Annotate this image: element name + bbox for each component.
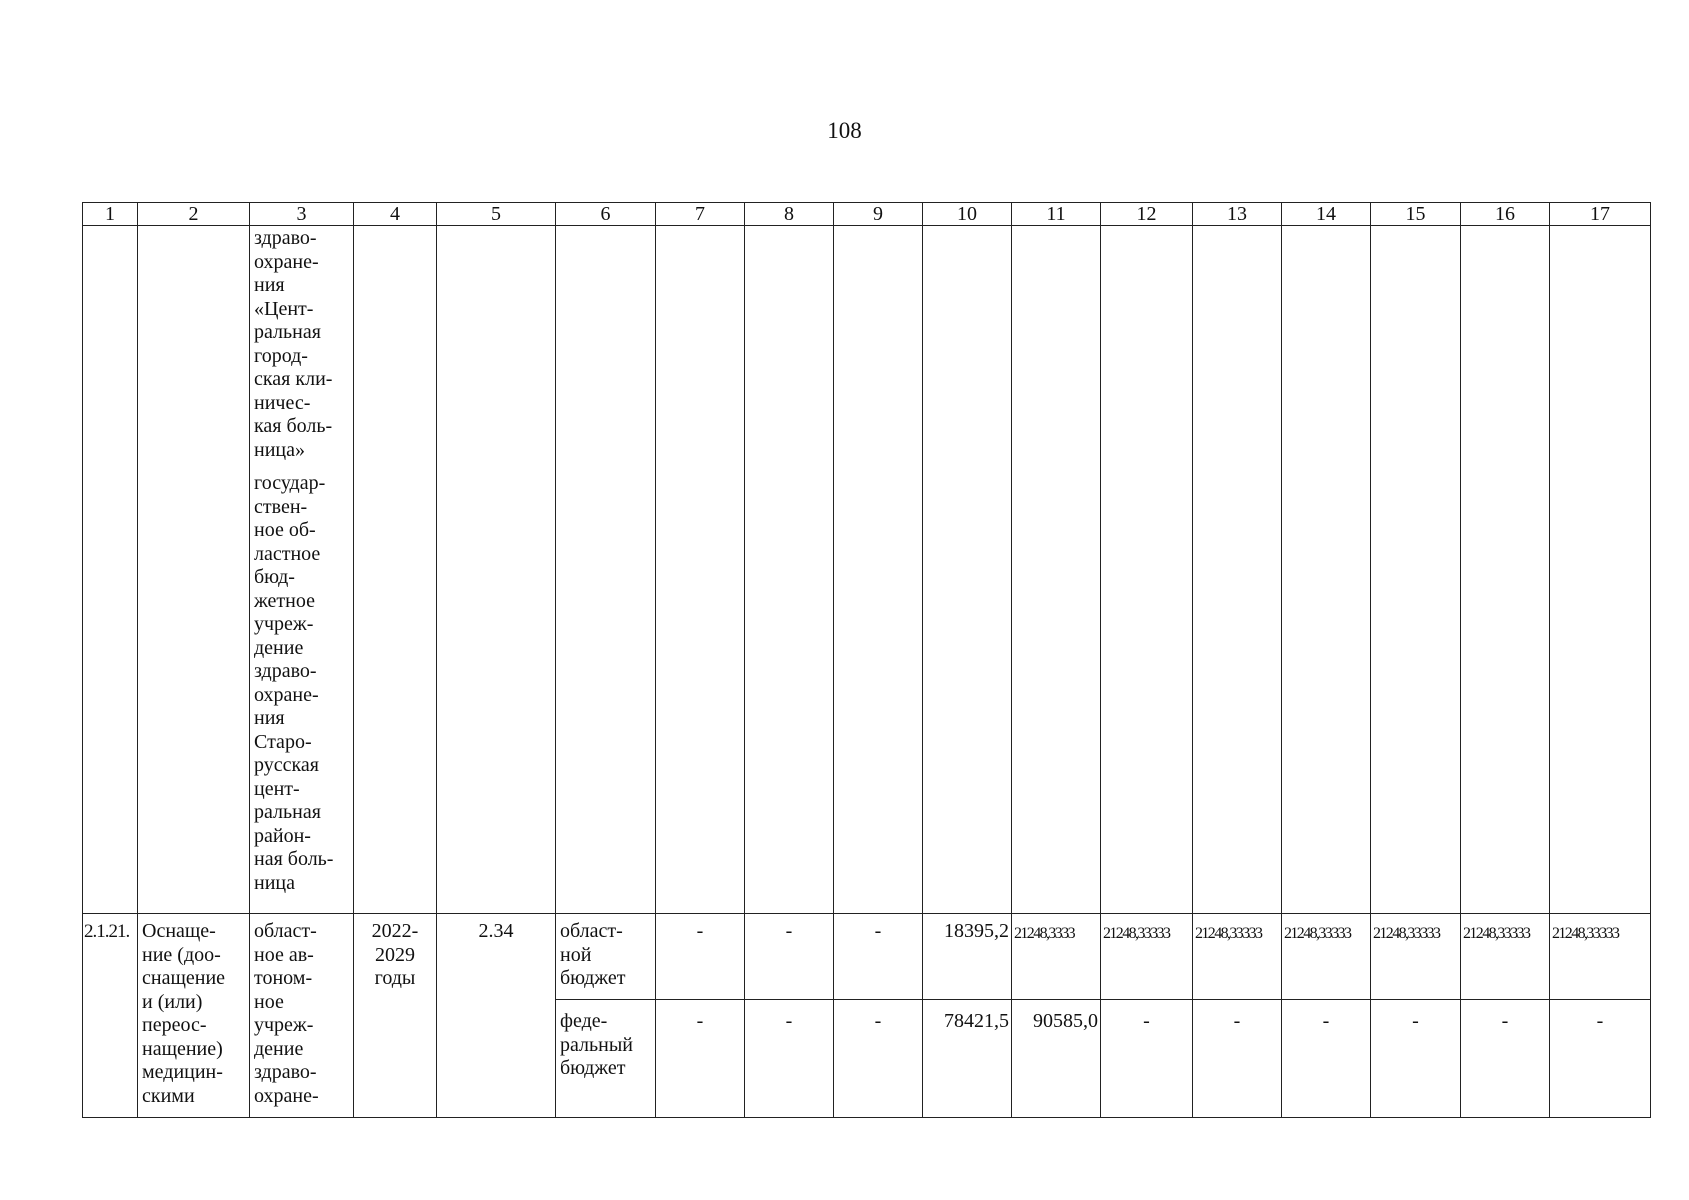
continuation-row [83, 226, 1651, 914]
table-row [83, 914, 1651, 1000]
column-header: 2 [138, 203, 250, 226]
funding-source: област- ной бюджет [556, 914, 656, 1000]
funding-value: - [1101, 1000, 1193, 1118]
column-header: 5 [437, 203, 556, 226]
funding-value: 21248,33333 [1461, 914, 1550, 1000]
column-header: 7 [656, 203, 745, 226]
executor-cell [250, 226, 354, 914]
column-header: 1 [83, 203, 138, 226]
funding-value: 90585,0 [1012, 1000, 1101, 1118]
funding-value: 18395,2 [923, 914, 1012, 1000]
column-header: 15 [1371, 203, 1461, 226]
funding-value: - [1193, 1000, 1282, 1118]
column-header: 12 [1101, 203, 1193, 226]
funding-value: 21248,33333 [1193, 914, 1282, 1000]
funding-value: 78421,5 [923, 1000, 1012, 1118]
funding-value: - [745, 1000, 834, 1118]
column-header: 3 [250, 203, 354, 226]
column-header: 6 [556, 203, 656, 226]
funding-value: - [834, 914, 923, 1000]
funding-source: феде- ральный бюджет [556, 1000, 656, 1118]
column-header: 4 [354, 203, 437, 226]
funding-value: 21248,33333 [1101, 914, 1193, 1000]
page-number: 108 [827, 118, 862, 143]
funding-value: - [1550, 1000, 1651, 1118]
column-header: 14 [1282, 203, 1371, 226]
column-header: 9 [834, 203, 923, 226]
item-name: Оснаще- ние (доо- снащение и (или) переос- нащение) медицин- скими [138, 914, 250, 1118]
column-header: 13 [1193, 203, 1282, 226]
funding-value: 21248,33333 [1371, 914, 1461, 1000]
item-period: 2022- 2029 годы [354, 914, 437, 1118]
funding-value: - [656, 914, 745, 1000]
funding-value: - [834, 1000, 923, 1118]
item-target-indicator: 2.34 [437, 914, 556, 1118]
funding-value: - [656, 1000, 745, 1118]
column-number-row [83, 203, 1651, 226]
column-header: 16 [1461, 203, 1550, 226]
column-header: 11 [1012, 203, 1101, 226]
funding-value: 21248,33333 [1550, 914, 1651, 1000]
item-number: 2.1.21. [83, 914, 138, 1118]
funding-value: 21248,3333 [1012, 914, 1101, 1000]
column-header: 10 [923, 203, 1012, 226]
executor-org-2: государ- ствен- ное об- ластное бюд- жетное учреж- дение здраво- охране- ния Старо- русская цент- ральная район- ная боль- ница [254, 472, 334, 894]
column-header: 8 [745, 203, 834, 226]
funding-value: - [1371, 1000, 1461, 1118]
executor-org-1: здраво- охране- ния «Цент- ральная город- ская кли- ничес- кая боль- ница» [254, 227, 333, 461]
funding-value: - [1461, 1000, 1550, 1118]
funding-value: - [745, 914, 834, 1000]
program-activities-table [82, 202, 1651, 1118]
funding-value: - [1282, 1000, 1371, 1118]
funding-value: 21248,33333 [1282, 914, 1371, 1000]
item-executor: област- ное ав- тоном- ное учреж- дение здраво- охране- [250, 914, 354, 1118]
column-header: 17 [1550, 203, 1651, 226]
